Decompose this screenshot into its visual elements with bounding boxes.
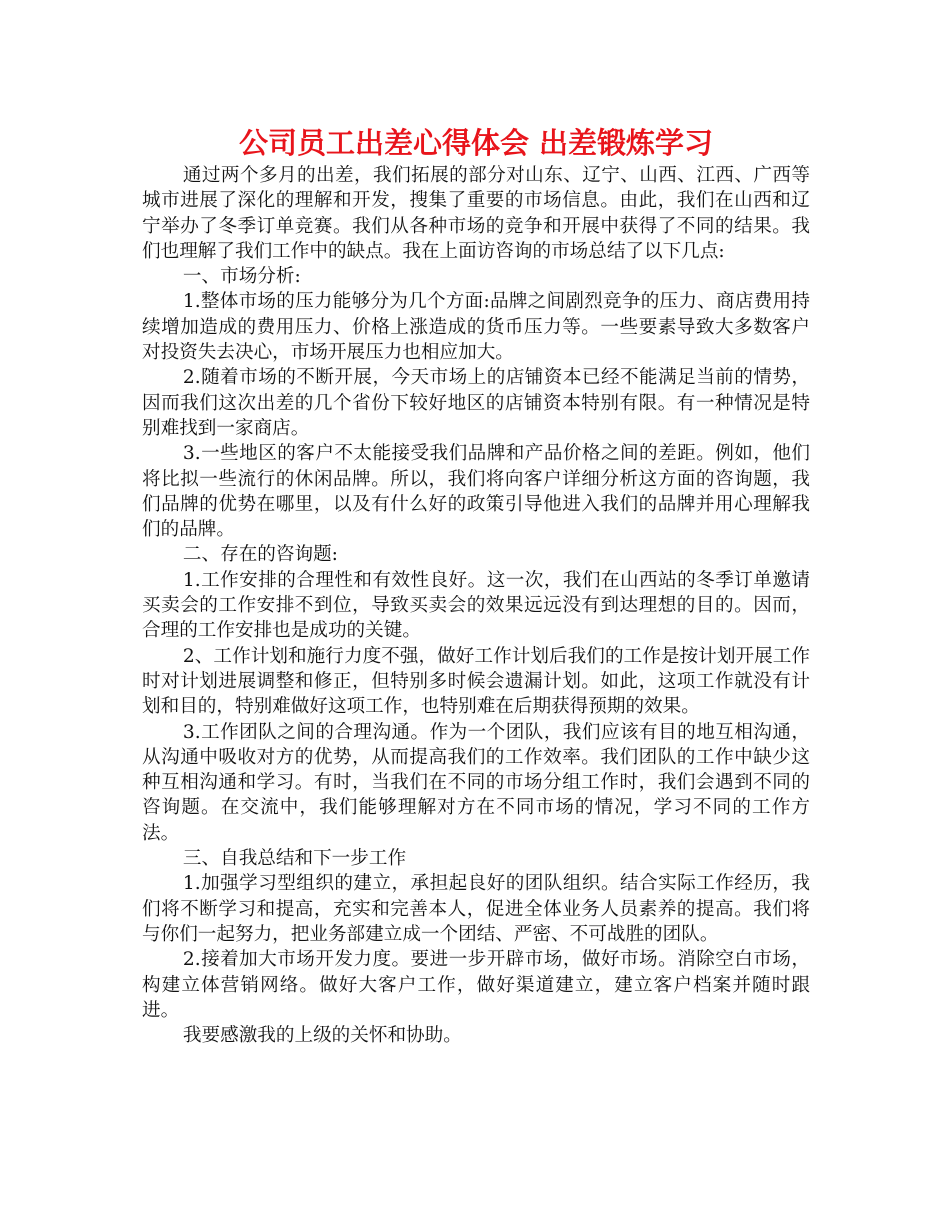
paragraph-market-1: 1.整体市场的压力能够分为几个方面:品牌之间剧烈竞争的压力、商店费用持续增加造成的费用压力、价格上涨造成的货币压力等。一些要素导致大多数客户对投资失去决心，市场开展压力也相应加大。 bbox=[142, 291, 810, 364]
paragraph-market-2: 2.随着市场的不断开展，今天市场上的店铺资本已经不能满足当前的情势，因而我们这次出差的几个省份下较好地区的店铺资本特别有限。有一种情况是特别难找到一家商店。 bbox=[142, 367, 810, 439]
paragraph-summary-2: 2.接着加大市场开发力度。要进一步开辟市场，做好市场。消除空白市场，构建立体营销网络。做好大客户工作，做好渠道建立，建立客户档案并随时跟进。 bbox=[142, 949, 810, 1021]
document-title: 公司员工出差心得体会 出差锻炼学习 bbox=[238, 126, 714, 160]
paragraph-market-3: 3.一些地区的客户不太能接受我们品牌和产品价格之间的差距。例如，他们将比拟一些流行的休闲品牌。所以，我们将向客户详细分析这方面的咨询题，我们品牌的优势在哪里，以及有什么好的政策引导他进入我们的品牌并用心理解我们的品牌。 bbox=[142, 443, 810, 541]
section-heading-problems: 二、存在的咨询题: bbox=[182, 544, 338, 566]
document-page bbox=[142, 123, 810, 1048]
paragraph-problem-2: 2、工作计划和施行力度不强，做好工作计划后我们的工作是按计划开展工作时对计划进展调整和修正，但特别多时候会遗漏计划。如此，这项工作就没有计划和目的，特别难做好这项工作，也特别难在后期获得预期的效果。 bbox=[142, 645, 810, 718]
paragraph-problem-1: 1.工作安排的合理性和有效性良好。这一次，我们在山西站的冬季订单邀请买卖会的工作安排不到位，导致买卖会的效果远远没有到达理想的目的。因而，合理的工作安排也是成功的关键。 bbox=[142, 569, 810, 642]
section-heading-summary: 三、自我总结和下一步工作 bbox=[182, 848, 407, 870]
paragraph-intro: 通过两个多月的出差，我们拓展的部分对山东、辽宁、山西、江西、广西等城市进展了深化的理解和开发，搜集了重要的市场信息。由此，我们在山西和辽宁举办了冬季订单竞赛。我们从各种市场的竞争和开展中获得了不同的结果。我们也理解了我们工作中的缺点。我在上面访咨询的市场总结了以下几点: bbox=[142, 165, 810, 262]
paragraph-closing: 我要感激我的上级的关怀和协助。 bbox=[182, 1025, 462, 1047]
document-body bbox=[142, 163, 810, 1048]
paragraph-summary-1: 1.加强学习型组织的建立，承担起良好的团队组织。结合实际工作经历，我们将不断学习和提高，充实和完善本人，促进全体业务人员素养的提高。我们将与你们一起努力，把业务部建立成一个团结、严密、不可战胜的团队。 bbox=[142, 873, 810, 945]
paragraph-problem-3: 3.工作团队之间的合理沟通。作为一个团队，我们应该有目的地互相沟通，从沟通中吸收对方的优势，从而提高我们的工作效率。我们团队的工作中缺少这种互相沟通和学习。有时，当我们在不同的市场分组工作时，我们会遇到不同的咨询题。在交流中，我们能够理解对方在不同市场的情况，学习不同的工作方法。 bbox=[142, 721, 810, 844]
section-heading-market-analysis: 一、市场分析: bbox=[182, 266, 301, 288]
